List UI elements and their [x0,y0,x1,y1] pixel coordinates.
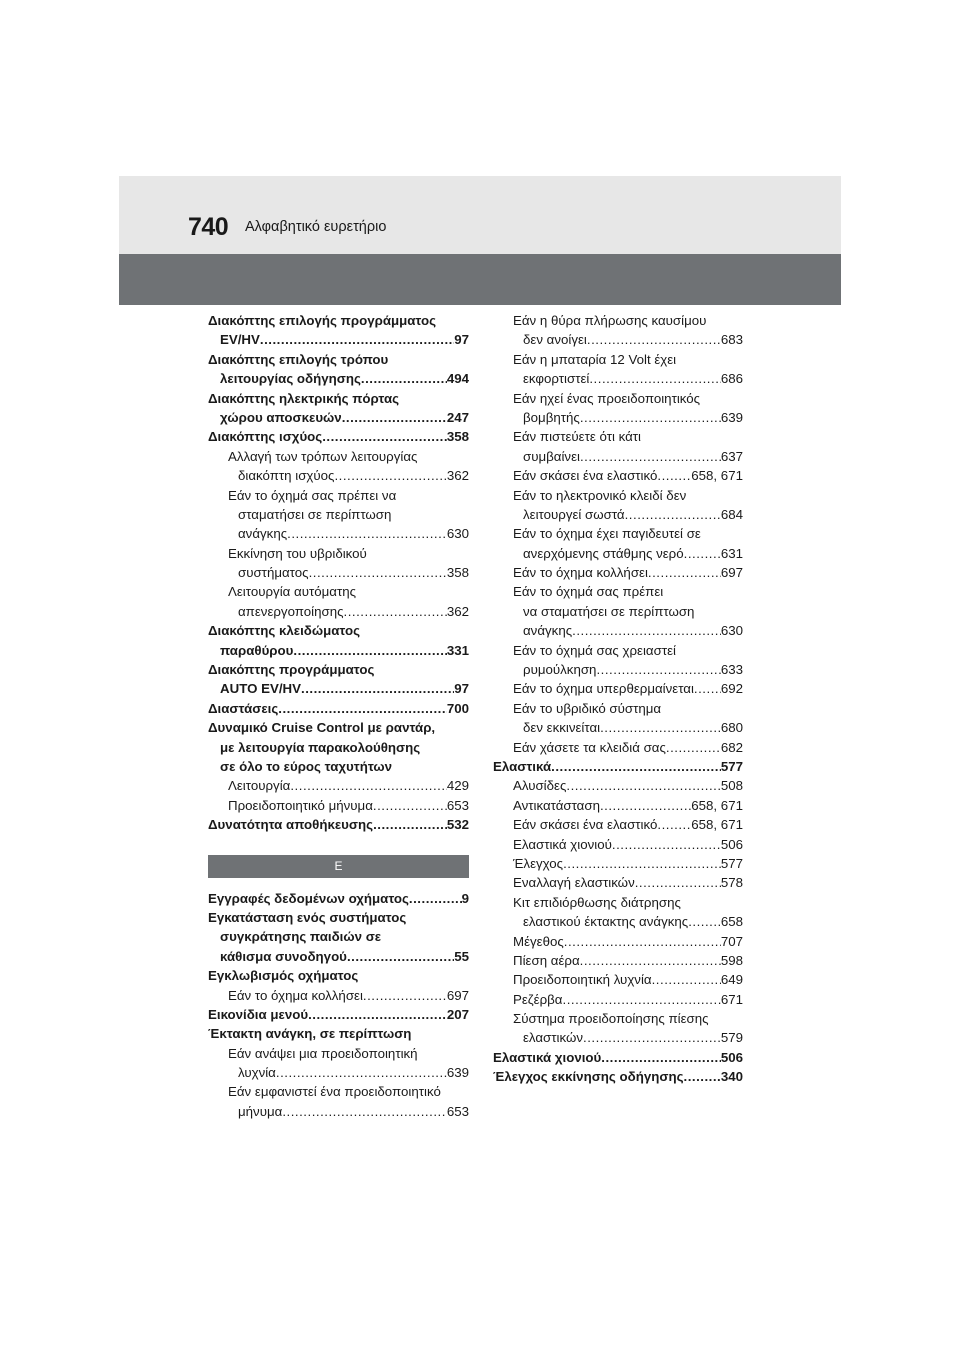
dot-leader [589,369,720,388]
index-entry-page: 680 [720,720,743,736]
dot-leader [301,679,454,698]
index-entry-text: Λειτουργία αυτόματης [228,584,357,600]
index-entry-text: Διακόπτης κλειδώματος [208,623,361,639]
index-entry [208,660,469,679]
dot-leader [409,889,462,908]
dot-leader [625,505,721,524]
index-entry-page: 697 [720,565,743,581]
index-entry [208,1102,469,1121]
index-entry [493,757,743,776]
index-entry-page: 700 [446,700,469,716]
index-entry-page: 578 [720,875,743,891]
dot-leader [344,602,447,621]
index-entry-page: 577 [720,758,743,774]
index-entry [493,679,743,698]
index-entry [493,350,743,369]
index-entry [493,369,743,388]
index-entry-text: Εγκατάσταση ενός συστήματος [208,909,407,925]
index-entry [208,311,469,330]
index-entry-text: Εάν σκάσει ένα ελαστικό [513,468,658,484]
index-list-right [493,311,743,1087]
dot-leader [334,466,446,485]
index-entry-text: ρυμούλκηση [523,662,597,678]
dot-leader [612,835,721,854]
index-entry-text: Εάν πιστεύετε ότι κάτι [513,429,641,445]
index-entry [493,330,743,349]
index-entry [208,447,469,466]
index-entry-text: Εάν ανάψει μια προειδοποιητική [228,1045,418,1061]
dot-leader [600,796,691,815]
index-entry-text: Ελαστικά χιονιού [513,836,612,852]
index-entry-text: Πίεση αέρα [513,952,580,968]
index-entry-text: Διαστάσεις [208,700,279,716]
dot-leader [635,873,721,892]
index-entry-page: 658, 671 [691,817,743,833]
index-entry-text: σταματήσει σε περίπτωση [238,506,392,522]
index-entry [493,389,743,408]
index-entry-text: Κιτ επιδιόρθωσης διάτρησης [513,894,681,910]
index-entry [493,505,743,524]
index-entry [208,738,469,757]
index-entry [208,582,469,601]
index-entry-page: 682 [720,739,743,755]
index-entry [493,854,743,873]
dot-leader [373,796,447,815]
index-entry-text: κάθισμα συνοδηγού [220,948,347,964]
page-header [119,176,841,305]
index-entry [493,447,743,466]
index-entry [493,699,743,718]
dot-leader [278,699,447,718]
index-entry [493,641,743,660]
index-entry [493,1028,743,1047]
index-entry [493,524,743,543]
index-entry-text: Δυνατότητα αποθήκευσης [208,817,374,833]
index-entry [208,427,469,446]
index-entry-text: σε όλο το εύρος ταχυτήτων [220,758,393,774]
index-entry [208,369,469,388]
index-entry [208,350,469,369]
dot-leader [282,1102,446,1121]
dot-leader [580,408,721,427]
index-entry-text: Αλυσίδες [513,778,567,794]
index-entry-text: Εάν η μπαταρία 12 Volt έχει [513,351,677,367]
index-entry [493,932,743,951]
index-entry [208,1005,469,1024]
dot-leader [694,679,721,698]
index-entry [493,621,743,640]
index-entry-page: 653 [446,1103,469,1119]
index-entry [208,776,469,795]
index-entry-text: Έλεγχος [513,855,564,871]
index-column-right [493,311,743,1087]
index-entry-text: χώρου αποσκευών [220,409,342,425]
index-entry-text: Διακόπτης ισχύος [208,429,323,445]
index-entry-page: 207 [446,1006,469,1022]
index-entry [493,660,743,679]
index-entry-text: βομβητής [523,409,580,425]
index-entry [493,1009,743,1028]
index-entry-text: εκφορτιστεί [523,371,590,387]
dot-leader [276,1063,447,1082]
index-entry [493,427,743,446]
index-entry-text: Ελαστικά χιονιού [493,1049,602,1065]
index-entry-text: Διακόπτης επιλογής τρόπου [208,351,389,367]
dot-leader [566,776,720,795]
index-entry [208,505,469,524]
index-entry-page: 55 [454,948,469,964]
index-entry-page: 494 [446,371,469,387]
index-entry-text: Ελαστικά [493,758,552,774]
index-entry-page: 658 [720,914,743,930]
index-entry-text: Διακόπτης επιλογής προγράμματος [208,313,437,328]
index-entry-text: συμβαίνει [523,448,580,464]
dot-leader [309,563,447,582]
index-entry-text: Έκτακτη ανάγκη, σε περίπτωση [208,1026,412,1042]
index-entry [208,757,469,776]
index-entry-text: Διακόπτης προγράμματος [208,662,375,678]
index-entry [493,1048,743,1067]
index-entry-text: συγκράτησης παιδιών σε [220,929,382,945]
dot-leader [583,1028,721,1047]
index-entry-text: συστήματος [238,565,309,581]
index-entry-page: 631 [720,545,743,561]
dot-leader [290,776,446,795]
index-entry-text: ελαστικών [523,1030,583,1046]
index-column-left [208,311,469,1121]
index-entry-page: 362 [446,603,469,619]
index-entry-page: 358 [446,565,469,581]
index-entry-text: Προειδοποιητική λυχνία [513,972,652,988]
index-entry [493,466,743,485]
index-entry [208,524,469,543]
index-entry [208,621,469,640]
index-entry-text: Εάν σκάσει ένα ελαστικό [513,817,658,833]
index-entry [208,486,469,505]
index-entry [493,815,743,834]
index-entry-text: Δυναμικό Cruise Control με ραντάρ, [208,720,436,736]
index-entry [493,912,743,931]
dot-leader [684,544,721,563]
dot-leader [666,738,721,757]
index-entry-text: Εάν το υβριδικό σύστημα [513,700,662,716]
dot-leader [308,1005,447,1024]
dot-leader [601,1048,721,1067]
dot-leader [293,641,446,660]
index-entry [493,602,743,621]
index-entry-text: Εγκλωβισμός οχήματος [208,968,359,984]
index-entry-page: 577 [720,855,743,871]
index-entry-text: λυχνία [238,1065,276,1081]
index-entry [493,486,743,505]
index-entry [493,796,743,815]
dot-leader [600,718,721,737]
index-entry-text: Μέγεθος [513,933,564,949]
index-entry [208,679,469,698]
index-entry [493,873,743,892]
dot-leader [657,815,691,834]
index-entry-text: διακόπτη ισχύος [238,468,335,484]
index-entry-page: 697 [446,987,469,1003]
index-entry [493,582,743,601]
index-entry-text: Προειδοποιητικό μήνυμα [228,797,373,813]
index-entry-page: 692 [720,681,743,697]
dot-leader [564,932,721,951]
index-entry [493,1067,743,1086]
dot-leader [361,369,447,388]
index-entry-page: 639 [446,1065,469,1081]
index-entry [493,718,743,737]
index-entry-text: Εικονίδια μενού [208,1006,309,1022]
index-entry-page: 508 [720,778,743,794]
index-entry-text: Εάν το όχημα έχει παγιδευτεί σε [513,526,701,542]
index-entry [208,408,469,427]
index-entry-text: Εάν το όχημα κολλήσει [513,565,648,581]
index-entry [493,951,743,970]
index-entry [208,1024,469,1043]
index-entry-text: Εάν ηχεί ένας προειδοποιητικός [513,390,701,406]
index-entry-text: Εγγραφές δεδομένων οχήματος [208,890,409,906]
index-entry [208,947,469,966]
index-entry-text: απενεργοποίησης [238,603,344,619]
dot-leader [563,990,721,1009]
index-entry [208,908,469,927]
index-entry-text: Εάν η θύρα πλήρωσης καυσίμου [513,313,707,328]
index-entry-text: δεν εκκινείται [523,720,601,736]
dot-leader [596,660,720,679]
index-entry-page: 658, 671 [691,797,743,813]
index-entry-text: με λειτουργία παρακολούθησης [220,739,421,755]
index-entry-text: Εναλλαγή ελαστικών [513,875,635,891]
index-entry-text: Εάν το όχημα υπερθερμαίνεται [513,681,694,697]
index-entry-text: Εάν το όχημά σας χρειαστεί [513,642,676,658]
index-list-left-top [208,311,469,835]
index-entry [208,563,469,582]
dot-leader [260,330,454,349]
index-entry-page: 9 [461,890,469,906]
index-list-left-bottom [208,889,469,1122]
dot-leader [652,970,721,989]
index-entry [208,466,469,485]
index-entry-page: 630 [720,623,743,639]
index-entry [208,986,469,1005]
dot-leader [688,912,721,931]
dot-leader [580,447,721,466]
index-entry-page: 579 [720,1030,743,1046]
page-number: 740 [188,213,229,241]
index-entry [208,889,469,908]
index-entry-text: Εάν το όχημα κολλήσει [228,987,363,1003]
index-entry-text: Εάν χάσετε τα κλειδιά σας [513,739,666,755]
index-entry-text: Αλλαγή των τρόπων λειτουργίας [228,448,418,464]
index-entry-page: 532 [446,817,469,833]
page-title: Αλφαβητικό ευρετήριο [245,219,387,235]
index-entry-page: 340 [720,1069,743,1085]
index-entry-page: 637 [720,448,743,464]
index-entry [208,544,469,563]
index-entry-text: ανάγκης [523,623,573,639]
index-entry [493,990,743,1009]
index-entry-page: 658, 671 [691,468,743,484]
index-entry [208,796,469,815]
index-entry-page: 684 [720,506,743,522]
index-entry-text: μήνυμα [238,1103,283,1119]
index-entry [208,1044,469,1063]
index-entry-page: 598 [720,952,743,968]
index-entry-page: 506 [720,836,743,852]
dot-leader [342,408,447,427]
index-entry [208,815,469,834]
index-entry-text: Διακόπτης ηλεκτρικής πόρτας [208,390,400,406]
index-entry-page: 506 [720,1049,743,1065]
index-entry [493,835,743,854]
index-entry [493,893,743,912]
dot-leader [657,466,691,485]
index-entry-text: ανερχόμενης στάθμης νερό [523,545,684,561]
index-entry-page: 633 [720,662,743,678]
index-entry-text: Εάν εμφανιστεί ένα προειδοποιητικό [228,1084,441,1100]
index-entry-text: Εάν το όχημά σας πρέπει να [228,487,397,503]
index-entry [208,1082,469,1101]
index-entry-page: 331 [446,642,469,658]
index-entry-page: 707 [720,933,743,949]
index-entry [208,966,469,985]
index-entry-page: 429 [446,778,469,794]
index-entry-text: Λειτουργία [228,778,291,794]
dot-leader [563,854,721,873]
index-entry-text: παραθύρου [220,642,294,658]
index-entry [493,408,743,427]
index-entry-text: Αντικατάσταση [513,797,600,813]
index-entry-page: 362 [446,468,469,484]
index-entry-text: ελαστικού έκτακτης ανάγκης [523,914,689,930]
index-entry [208,1063,469,1082]
index-entry [493,776,743,795]
header-band [119,254,841,305]
index-entry-text: Σύστημα προειδοποίησης πίεσης [513,1011,709,1027]
index-entry-page: 97 [454,332,469,348]
index-entry [208,927,469,946]
index-entry [208,699,469,718]
index-entry-text: ανάγκης [238,526,288,542]
dot-leader [287,524,447,543]
section-letter-bar: Ε [208,855,469,878]
index-entry [493,311,743,330]
index-entry-text: Έλεγχος εκκίνησης οδήγησης [493,1069,684,1085]
index-entry-text: λειτουργίας οδήγησης [220,371,361,387]
dot-leader [322,427,447,446]
index-entry [208,641,469,660]
index-entry-page: 653 [446,797,469,813]
index-entry-text: δεν ανοίγει [523,332,587,348]
index-entry-page: 247 [446,409,469,425]
index-entry [493,970,743,989]
index-entry-page: 671 [720,991,743,1007]
index-entry-text: Ρεζέρβα [513,991,563,1007]
index-entry [208,602,469,621]
index-entry [208,718,469,737]
index-entry-text: Εκκίνηση του υβριδικού [228,545,367,561]
index-entry [493,563,743,582]
dot-leader [587,330,721,349]
index-entry-text: να σταματήσει σε περίπτωση [523,603,695,619]
index-entry [493,738,743,757]
index-entry-text: EV/HV [220,332,260,348]
index-entry-page: 97 [454,681,469,697]
dot-leader [572,621,721,640]
index-entry-page: 358 [446,429,469,445]
index-entry-page: 630 [446,526,469,542]
dot-leader [580,951,721,970]
dot-leader [347,947,454,966]
dot-leader [373,815,447,834]
dot-leader [363,986,447,1005]
index-entry-page: 686 [720,371,743,387]
index-entry-page: 649 [720,972,743,988]
index-entry-text: λειτουργεί σωστά [523,506,625,522]
index-entry-page: 683 [720,332,743,348]
index-entry [208,389,469,408]
dot-leader [551,757,721,776]
dot-leader [684,1067,721,1086]
dot-leader [648,563,721,582]
index-entry-text: Εάν το ηλεκτρονικό κλειδί δεν [513,487,687,503]
index-entry [208,330,469,349]
index-entry-text: AUTO EV/HV [220,681,302,697]
index-entry [493,544,743,563]
index-entry-text: Εάν το όχημά σας πρέπει [513,584,664,600]
index-entry-page: 639 [720,409,743,425]
